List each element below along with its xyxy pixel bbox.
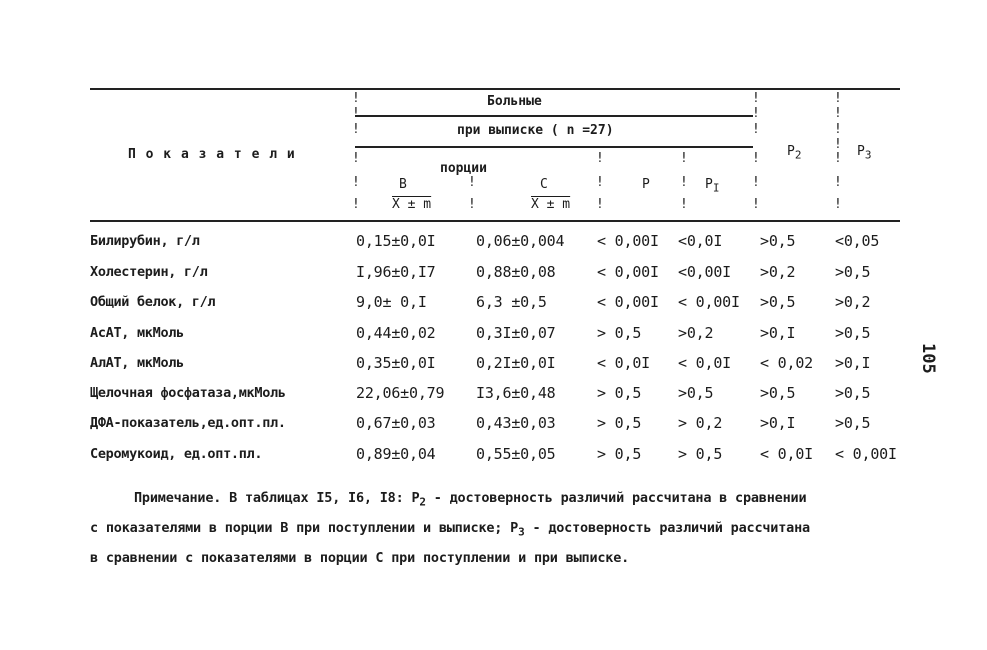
header-col-c-stat: X ± m [531,197,571,212]
header-col-b-letter: B [399,177,407,192]
cell-b: 0,35±0,0I [356,354,436,372]
header-col-p2 [787,144,801,162]
row-label: Серомукоид, ед.опт.пл. [90,446,263,462]
cell-b: 0,67±0,03 [356,414,436,432]
cell-b: 0,44±0,02 [356,324,436,342]
cell-p: > 0,5 [597,445,642,463]
cell-p: < 0,00I [597,232,659,250]
cell-p1: <0,0I [678,232,723,250]
cell-p1: <0,00I [678,263,731,281]
row-label: ДФА-показатель,ед.опт.пл. [90,415,286,431]
footnote-line-2-b: - достоверность различий рассчитана [524,520,810,536]
table-top-rule [90,88,900,90]
footnote-line-1-b: - достоверность различий рассчитана в сравнении [425,490,807,506]
header-col-p1-letter: P [705,177,713,192]
cell-c: 0,88±0,08 [476,263,556,281]
header-col-c-letter: C [540,177,548,192]
cell-c: 0,2I±0,0I [476,354,556,372]
cell-p: < 0,00I [597,293,659,311]
page-number: 105 [918,343,938,374]
cell-p2: >0,I [760,414,796,432]
header-col-p3-sub: 3 [864,148,872,162]
cell-b: 0,89±0,04 [356,445,436,463]
cell-p: > 0,5 [597,324,642,342]
cell-p3: >0,5 [835,414,871,432]
cell-p2: >0,5 [760,384,796,402]
cell-c: 0,43±0,03 [476,414,556,432]
footnote-line-2-a: с показателями в порции В при поступлении и выписке; P [90,520,519,536]
cell-p1: > 0,5 [678,445,723,463]
header-col-p3-letter: P [857,144,865,159]
cell-p3: >0,2 [835,293,871,311]
cell-p3: >0,5 [835,324,871,342]
row-label: Билирубин, г/л [90,233,200,249]
header-col-p1 [705,177,719,195]
header-discharge: при выписке ( n =27) [457,123,614,138]
cell-p2: >0,5 [760,232,796,250]
footnote-line-1-a: Примечание. В таблицах I5, I6, I8: P [134,490,420,506]
cell-p3: >0,5 [835,263,871,281]
header-patients: Больные [487,94,542,109]
header-portions-rule [355,146,753,148]
footnote-line-1-sub: 2 [419,495,426,509]
cell-b: 22,06±0,79 [356,384,445,402]
cell-p3: >0,I [835,354,871,372]
footnote-line-3: в сравнении с показателями в порции С при поступлении и при выписке. [90,550,630,566]
cell-p: < 0,0I [597,354,650,372]
cell-c: 0,55±0,05 [476,445,556,463]
header-col-p1-sub: I [712,181,720,195]
cell-p3: <0,05 [835,232,880,250]
header-indicators: П о к а з а т е л и [128,147,296,162]
header-discharge-rule [355,115,753,117]
cell-p: > 0,5 [597,414,642,432]
header-col-p2-sub: 2 [794,148,802,162]
header-portions: порции [440,161,487,176]
cell-b: I,96±0,I7 [356,263,436,281]
cell-b: 9,0± 0,I [356,293,427,311]
footnote-line-1 [134,490,806,509]
cell-p2: >0,5 [760,293,796,311]
cell-p2: >0,I [760,324,796,342]
cell-c: 0,06±0,004 [476,232,565,250]
row-label: Щелочная фосфатаза,мкМоль [90,385,286,401]
cell-c: I3,6±0,48 [476,384,556,402]
cell-c: 0,3I±0,07 [476,324,556,342]
cell-p1: < 0,00I [678,293,740,311]
cell-p1: >0,2 [678,324,714,342]
cell-p3: < 0,00I [835,445,897,463]
row-label: Холестерин, г/л [90,264,208,280]
cell-p: < 0,00I [597,263,659,281]
header-col-p2-letter: P [787,144,795,159]
cell-b: 0,15±0,0I [356,232,436,250]
header-col-p: P [642,177,650,192]
cell-p2: < 0,0I [760,445,813,463]
cell-p2: >0,2 [760,263,796,281]
cell-p1: < 0,0I [678,354,731,372]
header-bottom-rule [90,220,900,222]
cell-p2: < 0,02 [760,354,813,372]
cell-c: 6,3 ±0,5 [476,293,547,311]
cell-p: > 0,5 [597,384,642,402]
cell-p3: >0,5 [835,384,871,402]
header-col-b-stat: X ± m [392,197,432,212]
cell-p1: >0,5 [678,384,714,402]
row-label: АсАТ, мкМоль [90,325,184,341]
header-col-p3 [857,144,871,162]
cell-p1: > 0,2 [678,414,723,432]
footnote-line-2 [90,520,810,539]
row-label: АлАТ, мкМоль [90,355,184,371]
footnote-line-2-sub: 3 [518,525,525,539]
row-label: Общий белок, г/л [90,294,216,310]
